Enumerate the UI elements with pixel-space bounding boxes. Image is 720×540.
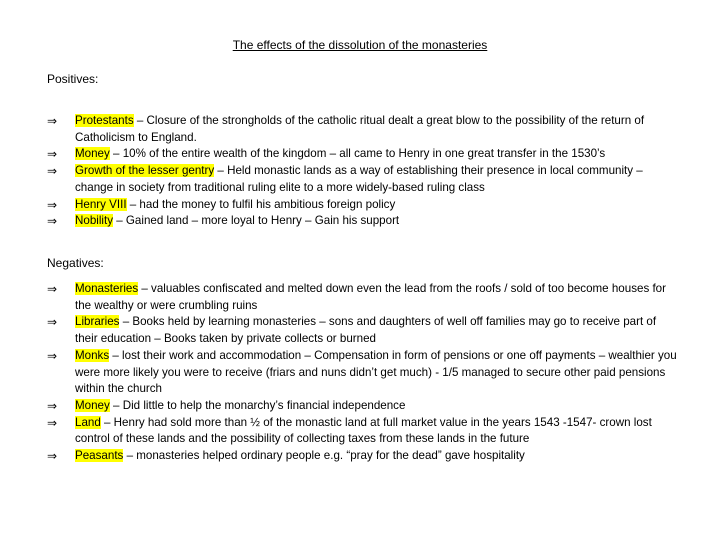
item-description: – Held monastic lands as a way of establishing their presence in local community – change in society from traditional ruling elite to a more widely-based ruling class <box>75 164 643 194</box>
item-description: – Closure of the strongholds of the catholic ritual dealt a great blow to the possibility of the return of Catholicism to England. <box>75 114 645 144</box>
list-item <box>47 348 677 398</box>
double-arrow-icon: ⇒ <box>47 315 58 330</box>
highlighted-term: Growth of the lesser gentry <box>75 164 215 178</box>
negatives-heading: Negatives: <box>47 256 104 270</box>
highlighted-term: Henry VIII <box>75 197 127 211</box>
highlighted-term: Monasteries <box>75 282 139 295</box>
highlighted-term: Monks <box>75 348 110 362</box>
highlighted-term: Land <box>75 415 101 429</box>
highlighted-term: Libraries <box>75 315 120 329</box>
item-description: – Did little to help the monarchy’s financial independence <box>109 398 406 412</box>
list-item <box>47 113 677 146</box>
item-description: – had the money to fulfil his ambitious foreign policy <box>126 197 396 211</box>
list-item <box>47 197 677 214</box>
highlighted-term: Money <box>75 147 110 161</box>
highlighted-term: Nobility <box>75 214 114 228</box>
double-arrow-icon: ⇒ <box>47 449 58 464</box>
item-description: – Henry had sold more than ½ of the monastic land at full market value in the years 1543 -1547- crown lost control of these lands and the possibility of collecting taxes from these lands in the future <box>75 415 652 446</box>
double-arrow-icon: ⇒ <box>47 197 58 212</box>
list-item <box>47 314 677 347</box>
highlighted-term: Money <box>75 398 110 412</box>
double-arrow-icon: ⇒ <box>47 147 58 162</box>
positives-list <box>47 113 677 230</box>
highlighted-term: Protestants <box>75 114 134 127</box>
document-title: The effects of the dissolution of the monasteries <box>232 38 488 52</box>
double-arrow-icon: ⇒ <box>47 398 58 413</box>
item-description: – monasteries helped ordinary people e.g. “pray for the dead” gave hospitality <box>123 449 525 463</box>
item-description: – Books held by learning monasteries – sons and daughters of well off families may go to receive part of their education – Books taken by private collects or burned <box>75 315 657 346</box>
list-item <box>47 281 677 314</box>
item-description: – lost their work and accommodation – Compensation in form of pensions or one off payments – wealthier you were more likely you were to receive (friars and nuns didn’t get much) - 1/5 managed to secure other paid pensions within the church <box>75 348 677 396</box>
item-description: – 10% of the entire wealth of the kingdom – all came to Henry in one great transfer in the 1530’s <box>109 147 606 161</box>
list-item <box>47 448 677 465</box>
double-arrow-icon: ⇒ <box>47 164 58 179</box>
negatives-list <box>47 281 677 465</box>
double-arrow-icon: ⇒ <box>47 282 58 296</box>
item-description: – Gained land – more loyal to Henry – Gain his support <box>113 214 400 228</box>
highlighted-term: Peasants <box>75 449 124 463</box>
double-arrow-icon: ⇒ <box>47 114 58 128</box>
double-arrow-icon: ⇒ <box>47 415 58 430</box>
list-item <box>47 398 677 415</box>
positives-heading: Positives: <box>47 72 99 86</box>
double-arrow-icon: ⇒ <box>47 348 58 363</box>
double-arrow-icon: ⇒ <box>47 214 58 229</box>
item-description: – valuables confiscated and melted down even the lead from the roofs / sold of too become houses for the wealthy or were crumbling ruins <box>75 282 666 312</box>
list-item <box>47 163 677 196</box>
list-item <box>47 213 677 230</box>
list-item <box>47 146 677 163</box>
list-item <box>47 415 677 448</box>
